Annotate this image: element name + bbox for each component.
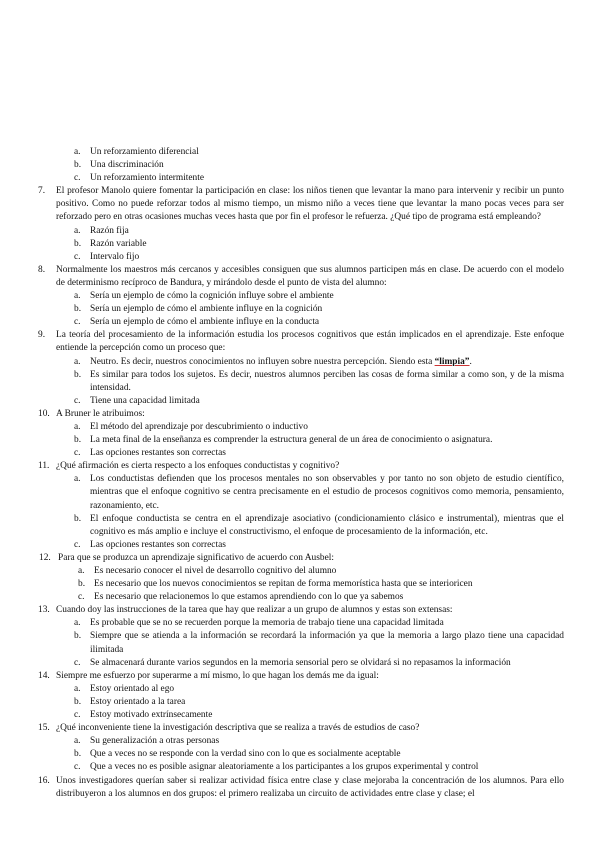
- question-11: [38, 460, 564, 552]
- option-8a: a. Sería un ejemplo de cómo la cognición influye sobre el ambiente: [74, 291, 334, 302]
- option-10b: b. La meta final de la enseñanza es comprender la estructura general de un área de conocimiento o asignatura.: [74, 435, 493, 446]
- question-15: [38, 722, 564, 774]
- option-14b: b. Estoy orientado a la tarea: [74, 696, 186, 707]
- question-9: [38, 329, 564, 408]
- option-10c: c. Las opciones restantes son correctas: [74, 448, 226, 459]
- option-8c: c. Sería un ejemplo de cómo el ambiente influye en la conducta: [74, 317, 320, 328]
- option-15a: a. Su generalización a otras personas: [74, 736, 220, 747]
- exam-questions: [38, 146, 564, 801]
- question-12: [38, 552, 564, 604]
- emphasis-limpia: “limpia”: [434, 356, 470, 367]
- option-9b: b. Es similar para todos los sujetos. Es decir, nuestros alumnos perciben las cosas de forma similar a como son, y de la misma intensidad.: [74, 369, 564, 393]
- question-9-stem: 9. La teoría del procesamiento de la información estudia los procesos cognitivos que están implicados en el aprendizaje. Este enfoque entiende la percepción como un proceso que:: [38, 330, 564, 354]
- option-11a: a. Los conductistas defienden que los procesos mentales no son observables y por tanto no son objeto de estudio científico, mientras que el enfoque cognitivo se centra precisamente en el estudio de procesos cognitivos como memoria, pensamiento, razonamiento, etc.: [74, 474, 564, 511]
- option-7a: a. Razón fija: [74, 225, 129, 236]
- option-6a: a. Un reforzamiento diferencial: [74, 147, 199, 157]
- option-7c: c. Intervalo fijo: [74, 251, 140, 262]
- question-14: [38, 670, 564, 722]
- question-11-stem: 11. ¿Qué afirmación es cierta respecto a los enfoques conductistas y cognitivo?: [38, 461, 340, 472]
- option-14a: a. Estoy orientado al ego: [74, 683, 175, 694]
- question-13: [38, 604, 564, 669]
- option-14c: c. Estoy motivado extrínsecamente: [74, 710, 213, 721]
- question-7: [38, 185, 564, 264]
- question-8: [38, 264, 564, 329]
- option-9a: a. Neutro. Es decir, nuestros conocimientos no influyen sobre nuestra percepción. Siendo esta “limpia”.: [74, 356, 472, 367]
- option-15b: b. Que a veces no se responde con la verdad sino con lo que es socialmente aceptable: [74, 749, 401, 760]
- option-10a: a. El método del aprendizaje por descubrimiento o inductivo: [74, 421, 308, 432]
- option-13c: c. Se almacenará durante varios segundos en la memoria sensorial pero se olvidará si no repasamos la información: [74, 657, 511, 668]
- question-16: [38, 775, 564, 801]
- question-16-stem: 16. Unos investigadores querían saber si realizar actividad física entre clase y clase mejoraba la concentración de los alumnos. Para ello distribuyeron a los alumnos en dos grupos: el primero realizaba un circuito de actividades entre clase y clase; el: [38, 775, 564, 799]
- option-11c: c. Las opciones restantes son correctas: [74, 539, 226, 550]
- option-6b: b. Una discriminación: [74, 160, 164, 171]
- question-6-options: [38, 146, 564, 185]
- question-7-stem: 7. El profesor Manolo quiere fomentar la participación en clase: los niños tienen que levantar la mano para intervenir y recibir un punto positivo. Como no puede reforzar todos al mismo tiempo, un mismo niño a veces tiene que levantar la mano pocas veces para ser reforzado pero en otras ocasiones muchas veces hasta que por fin el profesor le refuerza. ¿Qué tipo de programa está empleando?: [38, 186, 564, 223]
- question-10-stem: 10. A Bruner le atribuimos:: [38, 408, 145, 419]
- question-14-stem: 14. Siempre me esfuerzo por superarme a mí mismo, lo que hagan los demás me da igual:: [38, 670, 379, 681]
- option-8b: b. Sería un ejemplo de cómo el ambiente influye en la cognición: [74, 304, 323, 315]
- option-11b: b. El enfoque conductista se centra en el aprendizaje asociativo (condicionamiento clásico e instrumental), mientras que el cognitivo es más amplio e incluye el constructivismo, el enfoque de procesamiento de la información, etc.: [74, 513, 564, 537]
- option-15c: c. Que a veces no es posible asignar aleatoriamente a los participantes a los grupos experimental y control: [74, 762, 479, 773]
- question-10: [38, 408, 564, 460]
- option-7b: b. Razón variable: [74, 238, 147, 249]
- option-6c: c. Un reforzamiento intermitente: [74, 173, 205, 184]
- option-13b: b. Siempre que se atienda a la información se recordará la información ya que la memoria a largo plazo tiene una capacidad ilimitada: [74, 631, 564, 655]
- option-9c: c. Tiene una capacidad limitada: [74, 395, 200, 406]
- option-13a: a. Es probable que se no se recuerden porque la memoria de trabajo tiene una capacidad limitada: [74, 618, 444, 629]
- option-12b: b. Es necesario que los nuevos conocimientos se repitan de forma memorística hasta que se interioricen: [78, 579, 473, 590]
- option-12a: a. Es necesario conocer el nivel de desarrollo cognitivo del alumno: [78, 566, 337, 576]
- question-13-stem: 13. Cuando doy las instrucciones de la tarea que hay que realizar a un grupo de alumnos y estas son extensas:: [38, 605, 453, 616]
- question-15-stem: 15. ¿Qué inconveniente tiene la investigación descriptiva que se realiza a través de estudios de caso?: [38, 723, 420, 734]
- question-8-stem: 8. Normalmente los maestros más cercanos y accesibles consiguen que sus alumnos participen más en clase. De acuerdo con el modelo de determinismo recíproco de Bandura, y mirándolo desde el punto de vista del alumno:: [38, 264, 564, 288]
- question-12-stem: 12. Para que se produzca un aprendizaje significativo de acuerdo con Ausbel:: [39, 552, 334, 563]
- option-12c: c. Es necesario que relacionemos lo que estamos aprendiendo con lo que ya sabemos: [78, 592, 404, 603]
